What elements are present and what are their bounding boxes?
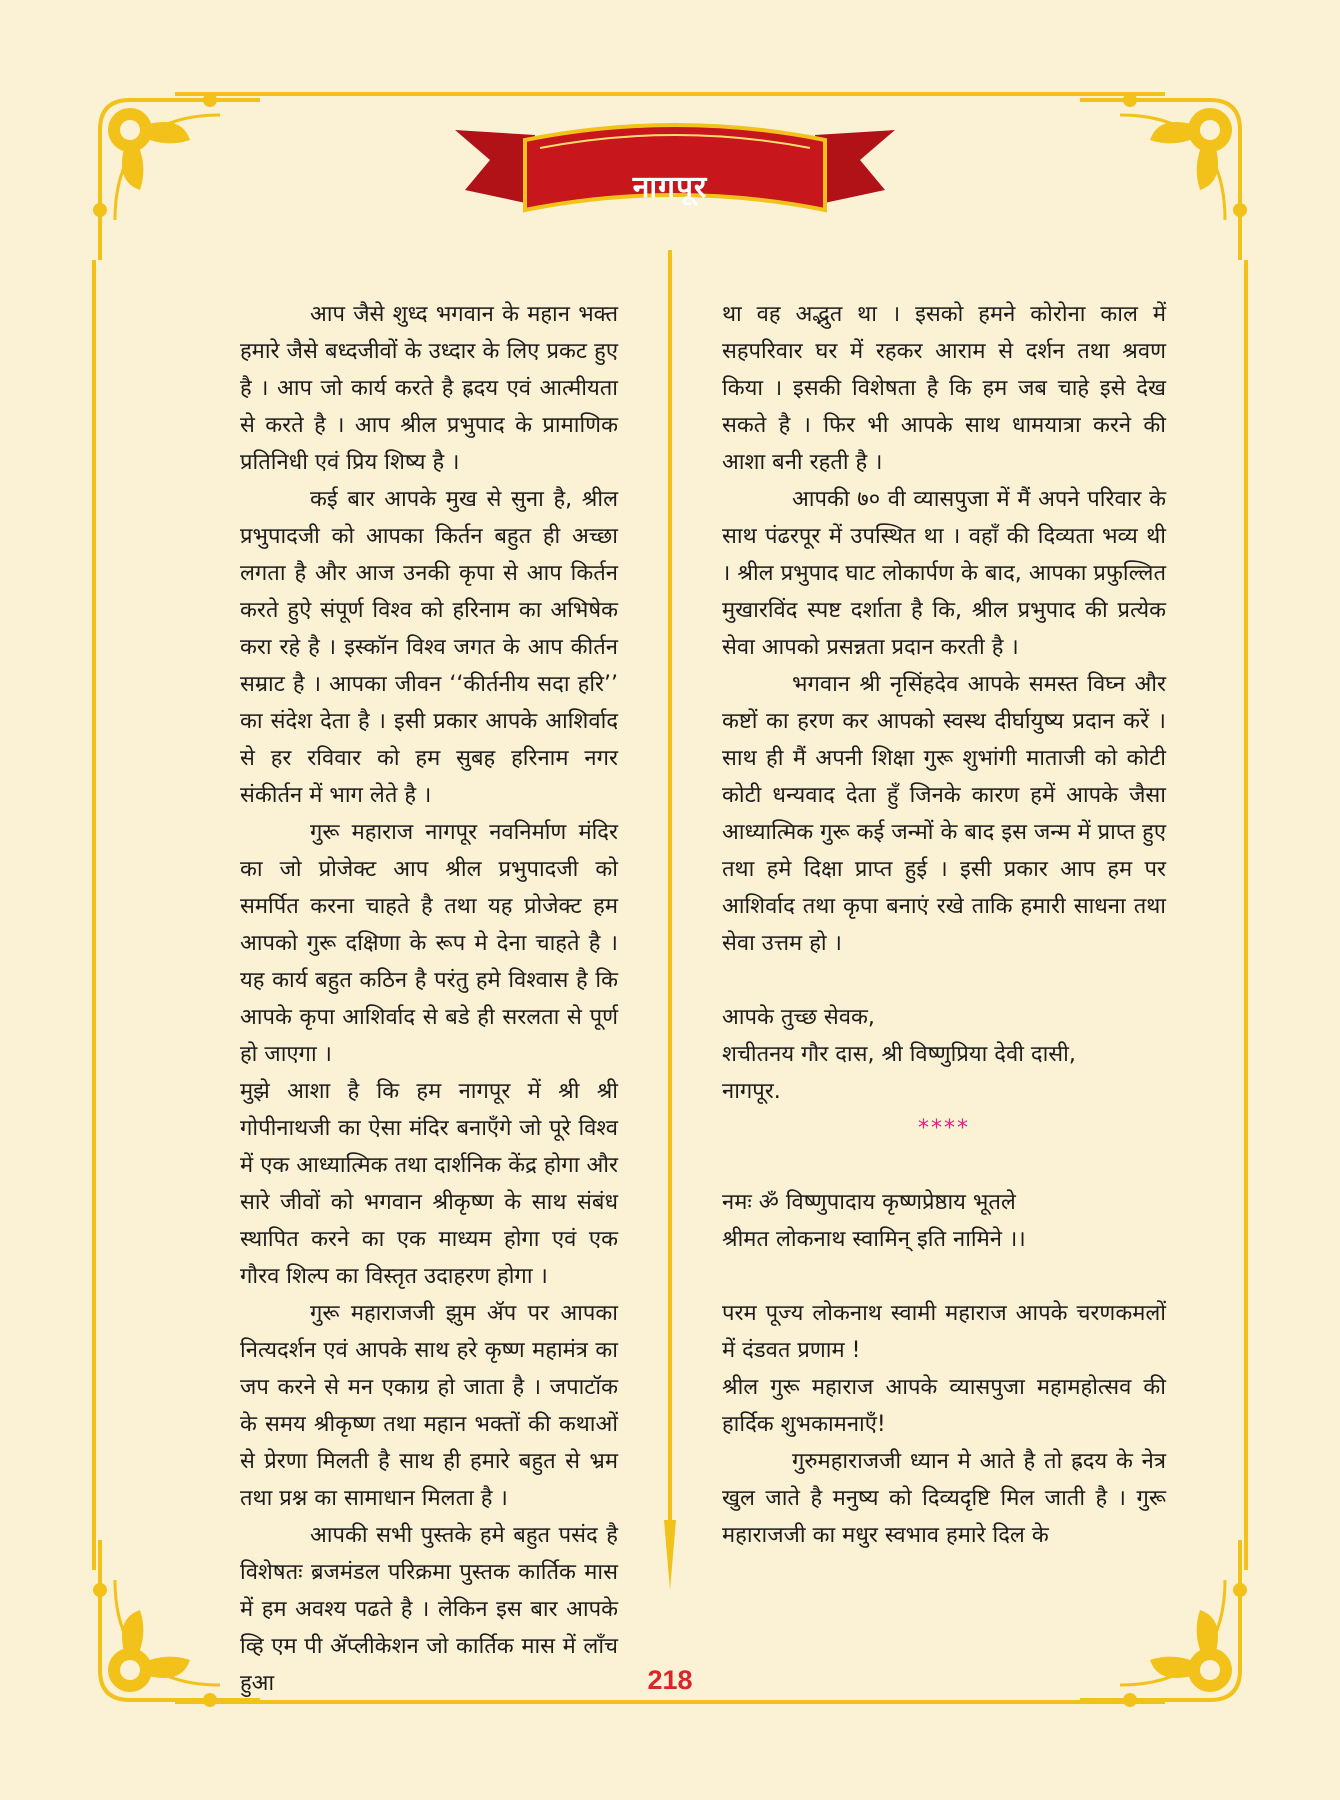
frame-right-border	[1244, 260, 1248, 1570]
left-column	[240, 296, 618, 1702]
paragraph: गुरू महाराज नागपूर नवनिर्माण मंदिर का जो प्रोजेक्ट आप श्रील प्रभुपादजी को समर्पित करना चाहते है तथा यह प्रोजेक्ट हम आपको गुरू दक्षिणा के रूप मे देना चाहते है । यह कार्य बहुत कठिन है परंतु हमे विश्वास है कि आपके कृपा आशिर्वाद से बडे ही सरलता से पूर्ण हो जाएगा ।	[240, 820, 618, 1067]
frame-left-border	[92, 260, 96, 1570]
corner-ornament-icon	[1070, 70, 1270, 280]
signature-line: आपके तुच्छ सेवक,	[722, 1005, 875, 1030]
paragraph: गुरुमहाराजजी ध्यान मे आते है तो ह्रदय के नेत्र खुल जाते है मनुष्य को दिव्यदृष्टि मिल जाती है । गुरू महाराजजी का मधुर स्वभाव हमारे दिल के	[722, 1449, 1166, 1548]
paragraph: मुझे आशा है कि हम नागपूर में श्री श्री गोपीनाथजी का ऐसा मंदिर बनाएँगे जो पूरे विश्व में एक आध्यात्मिक तथा दार्शनिक केंद्र होगा और सारे जीवों को भगवान श्रीकृष्ण के साथ संबंध स्थापित करने का एक माध्यम होगा एवं एक गौरव शिल्प का विस्तृत उदाहरण होगा ।	[240, 1079, 618, 1289]
signature-line: शचीतनय गौर दास, श्री विष्णुप्रिया देवी दासी,	[722, 1042, 1076, 1067]
paragraph: आपकी सभी पुस्तके हमे बहुत पसंद है विशेषतः ब्रजमंडल परिक्रमा पुस्तक कार्तिक मास में हम अवश्य पढते है । लेकिन इस बार आपके व्हि एम पी ॲप्लीकेशन जो कार्तिक मास में लाँच हुआ	[240, 1523, 618, 1696]
page-title: नागपूर	[632, 170, 708, 205]
verse-line: श्रीमत लोकनाथ स्वामिन् इति नामिने ।।	[722, 1227, 1026, 1252]
paragraph: कई बार आपके मुख से सुना है, श्रील प्रभुपादजी को आपका किर्तन बहुत ही अच्छा लगता है और आज उनकी कृपा से आप किर्तन करते हुऐ संपूर्ण विश्व को हरिनाम का अभिषेक करा रहे है । इस्कॉन विश्व जगत के आप कीर्तन सम्राट है । आपका जीवन ‘‘कीर्तनीय सदा हरि’’ का संदेश देता है । इसी प्रकार आपके आशिर्वाद से हर रविवार को हम सुबह हरिनाम नगर संकीर्तन में भाग लेते है ।	[240, 487, 618, 808]
spacer	[722, 1258, 1166, 1295]
paragraph: गुरू महाराजजी झुम ॲप पर आपका नित्यदर्शन एवं आपके साथ हरे कृष्ण महामंत्र का जप करने से मन एकाग्र हो जाता है । जपाटॉक के समय श्रीकृष्ण तथा महान भक्तों की कथाओं से प्रेरणा मिलती है साथ ही हमारे बहुत से भ्रम तथा प्रश्न का सामाधान मिलता है ।	[240, 1301, 618, 1511]
verse-line: नमः ॐ विष्णुपादाय कृष्णप्रेष्ठाय भूतले	[722, 1190, 1016, 1215]
paragraph: आपकी ७० वी व्यासपुजा में मैं अपने परिवार के साथ पंढरपूर में उपस्थित था । वहाँ की दिव्यता भव्य थी । श्रील प्रभुपाद घाट लोकार्पण के बाद, आपका प्रफुल्लित मुखारविंद स्पष्ट दर्शाता है कि, श्रील प्रभुपाद की प्रत्येक सेवा आपको प्रसन्नता प्रदान करती है ।	[722, 487, 1166, 660]
page-number: 218	[647, 1665, 693, 1695]
paragraph: था वह अद्भुत था । इसको हमने कोरोना काल में सहपरिवार घर में रहकर आराम से दर्शन तथा श्रवण किया । इसकी विशेषता है कि हम जब चाहे इसे देख सकते है । फिर भी आपके साथ धामयात्रा करने की आशा बनी रहती है ।	[722, 302, 1166, 475]
center-divider	[664, 250, 676, 1590]
frame-top-border	[175, 92, 1165, 96]
paragraph: आप जैसे शुध्द भगवान के महान भक्त हमारे जैसे बध्दजीवों के उध्दार के लिए प्रकट हुए है । आप जो कार्य करते है ह्रदय एवं आत्मीयता से करते है । आप श्रील प्रभुपाद के प्रामाणिक प्रतिनिधी एवं प्रिय शिष्य है ।	[240, 302, 618, 475]
separator-stars: ****	[918, 1116, 970, 1141]
paragraph: श्रील गुरू महाराज आपके व्यासपुजा महामहोत्सव की हार्दिक शुभकामनाएँ!	[722, 1375, 1166, 1437]
spacer	[722, 962, 1166, 999]
paragraph: परम पूज्य लोकनाथ स्वामी महाराज आपके चरणकमलों में दंडवत प्रणाम !	[722, 1301, 1166, 1363]
spacer	[722, 1147, 1166, 1184]
corner-ornament-icon	[70, 70, 270, 280]
paragraph: भगवान श्री नृसिंहदेव आपके समस्त विघ्न और कष्टों का हरण कर आपको स्वस्थ दीर्घायुष्य प्रदान करें । साथ ही मैं अपनी शिक्षा गुरू शुभांगी माताजी को कोटी कोटी धन्यवाद देता हुँ जिनके कारण हमें आपके जैसा आध्यात्मिक गुरू कई जन्मों के बाद इस जन्म में प्राप्त हुए तथा हमे दिक्षा प्राप्त हुई । इसी प्रकार आप हम पर आशिर्वाद तथा कृपा बनाएं रखे ताकि हमारी साधना तथा सेवा उत्तम हो ।	[722, 672, 1166, 956]
signature-line: नागपूर.	[722, 1079, 781, 1104]
right-column	[722, 296, 1166, 1554]
